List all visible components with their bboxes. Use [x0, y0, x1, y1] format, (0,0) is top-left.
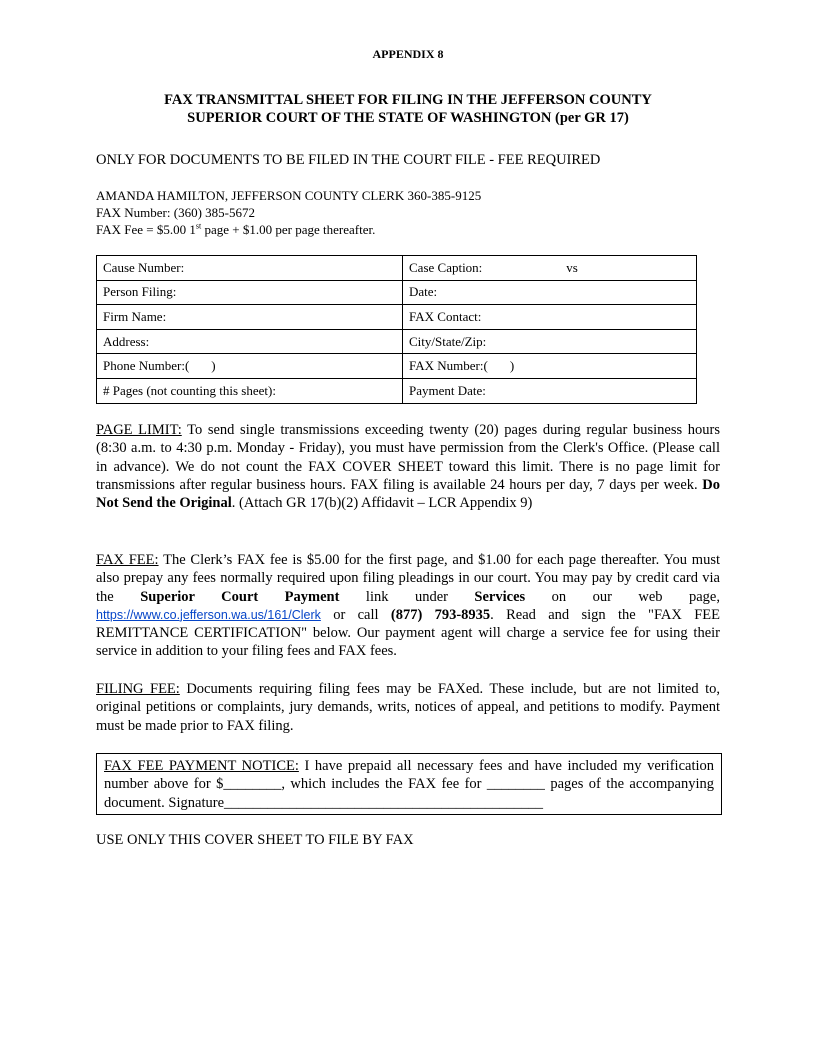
fax-fee-heading: FAX FEE: [96, 552, 159, 568]
person-filing-cell[interactable] [97, 280, 403, 305]
fax-fee-text-5: . Read and sign the "FAX FEE REMITTANCE CERTIFICATION" below. Our payment agent will charge a service fee for using their service in addition to your filing fees and FAX fees. [96, 606, 720, 660]
cause-number-label: Cause Number: [103, 259, 185, 275]
payment-notice-text: I have prepaid all necessary fees and have included my verification number above for $________, which includes the FAX fee for ________ pages of the accompanying document. Signature____________________________________________ [104, 758, 714, 811]
fax-contact-label: FAX Contact: [409, 308, 482, 324]
address-cell[interactable] [97, 329, 403, 354]
payment-date-cell[interactable] [403, 378, 697, 403]
date-cell[interactable] [403, 280, 697, 305]
superior-court-payment: Superior Court Payment [140, 588, 340, 605]
table-row [97, 354, 697, 379]
page-limit-heading: PAGE LIMIT: [96, 422, 182, 438]
phone-number-cell[interactable] [97, 354, 403, 379]
payment-notice-heading: FAX FEE PAYMENT NOTICE: [104, 758, 299, 774]
payment-notice-box [96, 753, 722, 815]
clerk-name-phone: AMANDA HAMILTON, JEFFERSON COUNTY CLERK 360-385-9125 [96, 188, 482, 203]
cause-number-cell[interactable] [97, 256, 403, 281]
pages-label: # Pages (not counting this sheet): [103, 382, 276, 398]
case-caption-label: Case Caption: [409, 259, 483, 275]
versus-label: vs [566, 259, 578, 275]
table-row [97, 256, 697, 281]
fax-number-label: FAX Number:( [409, 358, 488, 374]
fax-fee-section [96, 551, 720, 661]
filing-fee-heading: FILING FEE: [96, 681, 180, 697]
clerk-web-link[interactable]: https://www.co.jefferson.wa.us/161/Clerk [96, 607, 321, 622]
fax-contact-cell[interactable] [403, 305, 697, 330]
clerk-info [96, 187, 481, 238]
payment-date-label: Payment Date: [409, 382, 486, 398]
firm-name-cell[interactable] [97, 305, 403, 330]
do-not-send-original: Do Not Send the Original [96, 476, 720, 512]
appendix-label: APPENDIX 8 [372, 47, 444, 61]
filing-fee-section [96, 680, 720, 735]
fax-fee-text-2: link under [339, 588, 475, 605]
fax-fee-text-4: or call [320, 606, 391, 623]
payment-phone-number: (877) 793-8935 [390, 606, 491, 623]
city-state-zip-label: City/State/Zip: [409, 333, 487, 349]
phone-number-label: Phone Number:( [103, 358, 190, 374]
page-limit-section [96, 421, 720, 512]
clerk-fax-number: FAX Number: (360) 385-5672 [96, 205, 255, 220]
fax-fee-text-3: on our web page, [525, 588, 720, 605]
fax-number-cell[interactable] [403, 354, 697, 379]
table-row [97, 280, 697, 305]
fax-paren-close: ) [509, 358, 515, 374]
cover-sheet-instruction: USE ONLY THIS COVER SHEET TO FILE BY FAX [96, 832, 414, 848]
phone-paren-close: ) [211, 358, 216, 374]
title-line-1: FAX TRANSMITTAL SHEET FOR FILING IN THE JEFFERSON COUNTY [164, 92, 652, 108]
fax-fee-text: The Clerk’s FAX fee is $5.00 for the first page, and $1.00 for each page thereafter. You must also prepay any fees normally required upon filing pleadings in our court. You may pay by credit card via the [96, 552, 720, 605]
title-line-2: SUPERIOR COURT OF THE STATE OF WASHINGTON (per GR 17) [187, 110, 629, 126]
city-state-zip-cell[interactable] [403, 329, 697, 354]
fee-text-b: page + $1.00 per page thereafter. [201, 222, 376, 237]
table-row [97, 305, 697, 330]
address-label: Address: [103, 333, 150, 349]
page-title [0, 91, 816, 127]
pages-cell[interactable] [97, 378, 403, 403]
page-limit-text: To send single transmissions exceeding twenty (20) pages during regular business hours (8:30 a.m. to 4:30 p.m. Monday - Friday), you must have permission from the Clerk's Office. (Please call in advance). We do not count the FAX COVER SHEET toward this limit. There is no page limit for transmissions after regular business hours. FAX filing is available 24 hours per day, 7 days per week. [96, 422, 721, 493]
filing-info-table [96, 255, 697, 404]
case-caption-cell[interactable] [403, 256, 697, 281]
date-label: Date: [409, 284, 438, 300]
firm-name-label: Firm Name: [103, 308, 167, 324]
table-row [97, 378, 697, 403]
fee-text-a: FAX Fee = $5.00 1 [96, 222, 196, 237]
services-label: Services [474, 588, 526, 605]
documents-notice: ONLY FOR DOCUMENTS TO BE FILED IN THE COURT FILE - FEE REQUIRED [96, 152, 601, 168]
page-limit-text-end: . (Attach GR 17(b)(2) Affidavit – LCR Appendix 9) [231, 495, 533, 512]
person-filing-label: Person Filing: [103, 284, 177, 300]
fee-superscript: st [195, 221, 202, 231]
table-row [97, 329, 697, 354]
clerk-fax-fee [96, 221, 481, 238]
filing-fee-text: Documents requiring filing fees may be FAXed. These include, but are not limited to, original petitions or complaints, jury demands, writs, notices of appeal, and petitions to modify. Payment must be made prior to FAX filing. [96, 681, 720, 734]
